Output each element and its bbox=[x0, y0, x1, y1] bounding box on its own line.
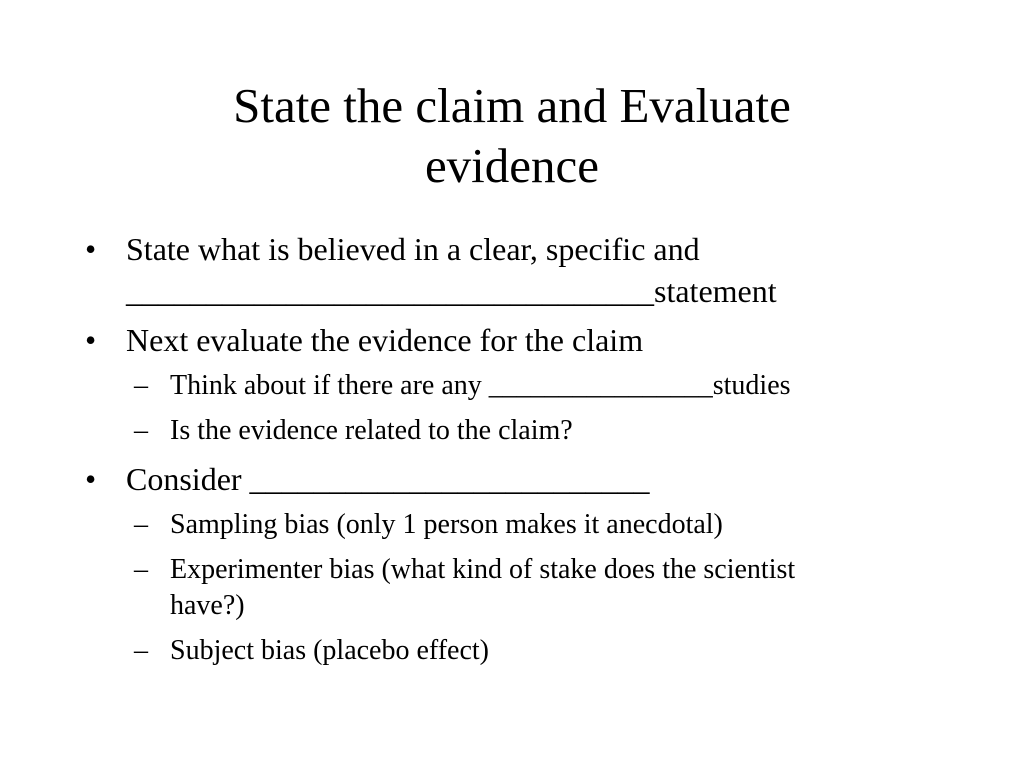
bullet-text-line: Next evaluate the evidence for the claim bbox=[126, 322, 644, 358]
sub-bullet-item-experimenter-bias bbox=[85, 552, 965, 624]
slide-title-line-1: State the claim and Evaluate bbox=[233, 78, 791, 133]
sub-bullet-marker: – bbox=[134, 635, 148, 666]
sub-bullet-text-line: Subject bias (placebo effect) bbox=[170, 635, 490, 666]
sub-bullet-text-line: Sampling bias (only 1 person makes it anecdotal) bbox=[170, 509, 723, 540]
bullet-item-evaluate-evidence bbox=[85, 319, 965, 361]
bullet-marker: • bbox=[85, 231, 97, 267]
sub-bullet-text-line: have?) bbox=[170, 590, 245, 621]
slide-title bbox=[60, 76, 964, 196]
bullet-text-line: _________________________________statement bbox=[126, 273, 777, 309]
sub-bullet-text-line: Think about if there are any ________________studies bbox=[170, 370, 791, 401]
bullet-marker: • bbox=[85, 461, 97, 497]
bullet-item-consider bbox=[85, 458, 965, 500]
slide-title-line-2: evidence bbox=[424, 138, 600, 193]
sub-bullet-marker: – bbox=[134, 415, 148, 446]
sub-bullet-text-line: Experimenter bias (what kind of stake does the scientist bbox=[170, 554, 796, 585]
sub-bullet-marker: – bbox=[134, 509, 148, 540]
sub-bullet-text-line: Is the evidence related to the claim? bbox=[170, 415, 573, 446]
sub-bullet-item-studies bbox=[85, 368, 965, 404]
bullet-text-line: State what is believed in a clear, specific and bbox=[126, 231, 700, 267]
bullet-item-state-claim bbox=[85, 228, 965, 312]
sub-bullet-item-evidence-related bbox=[85, 413, 965, 449]
sub-bullet-marker: – bbox=[134, 370, 148, 401]
sub-bullet-item-subject-bias bbox=[85, 633, 965, 669]
bullet-marker: • bbox=[85, 322, 97, 358]
sub-bullet-marker: – bbox=[134, 554, 148, 585]
bullet-text-line: Consider _________________________ bbox=[126, 461, 650, 497]
slide-content bbox=[85, 228, 965, 678]
sub-bullet-item-sampling-bias bbox=[85, 507, 965, 543]
